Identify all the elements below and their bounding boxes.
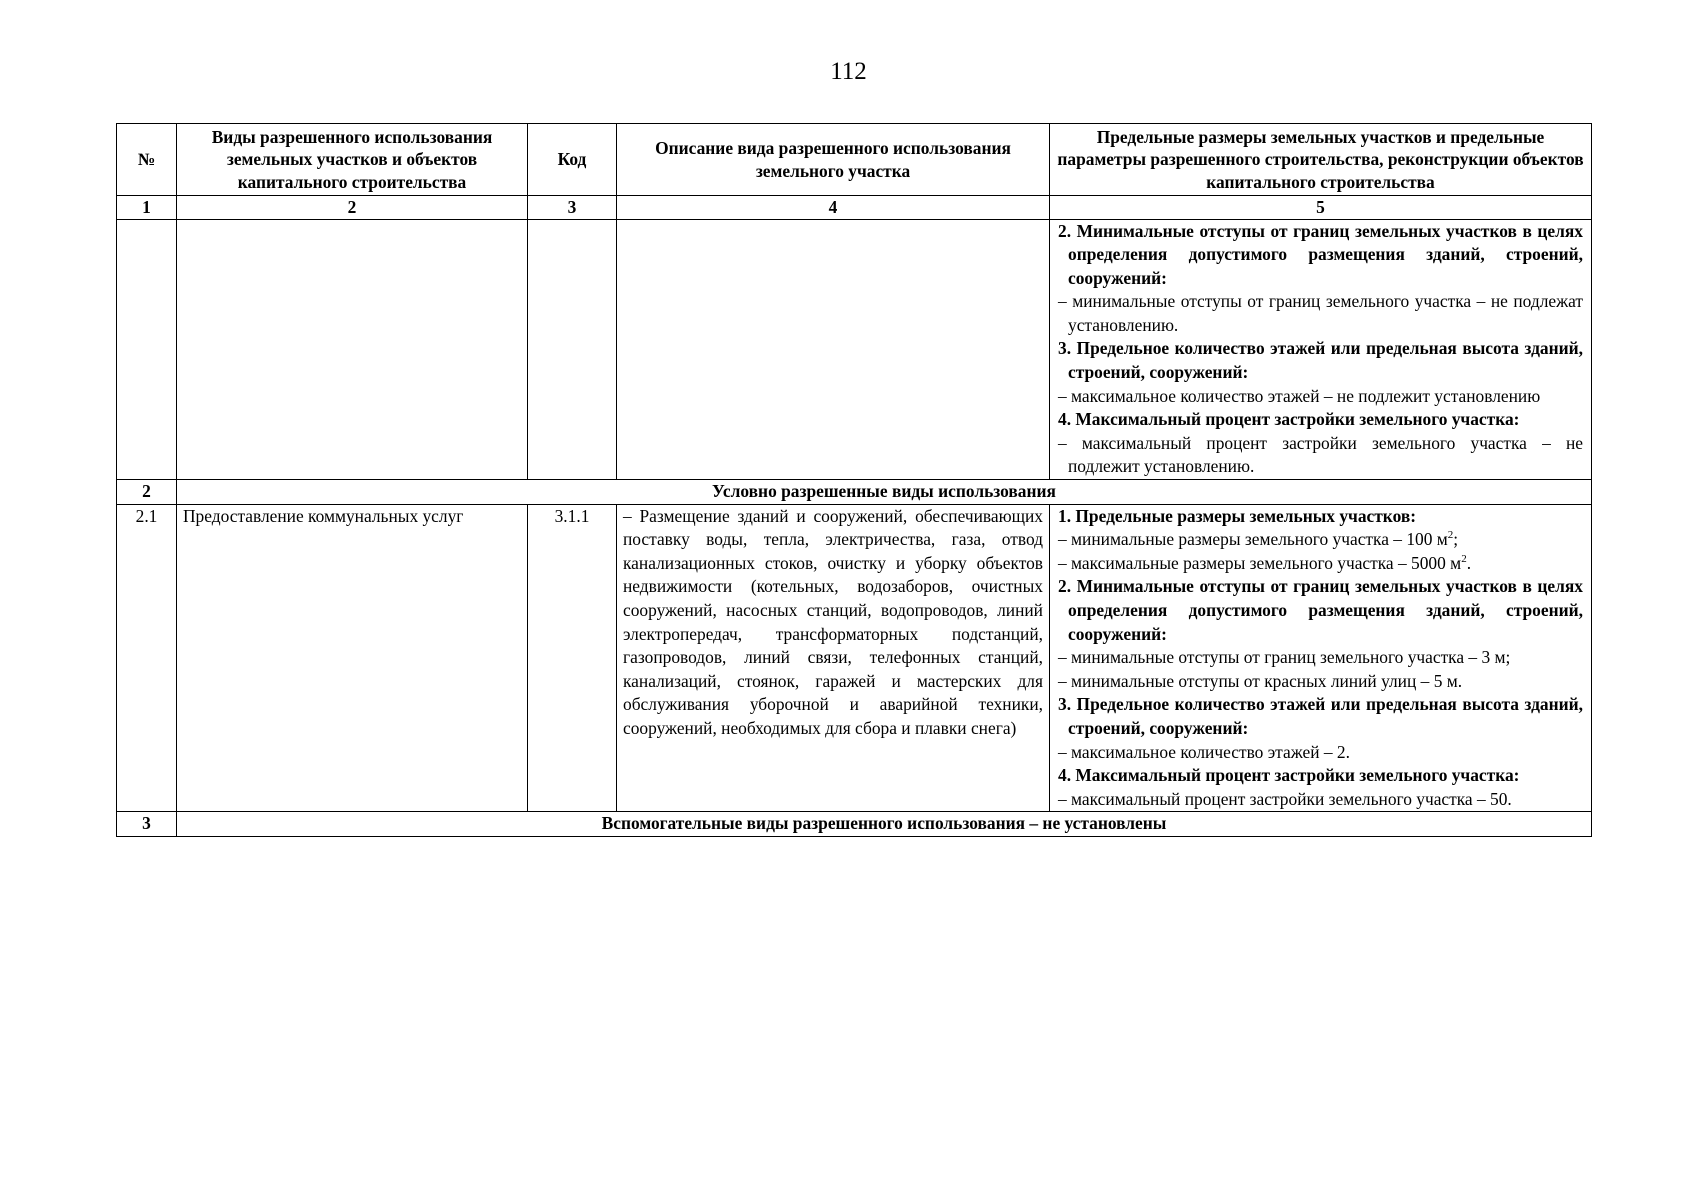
section-title: Условно разрешенные виды использования	[177, 480, 1592, 505]
column-numbers-row	[117, 196, 1592, 220]
section-row-auxiliary	[117, 812, 1592, 837]
param-item: – максимальный процент застройки земельного участка – 50.	[1058, 788, 1512, 809]
continuation-row	[117, 219, 1592, 480]
description-text: – Размещение зданий и сооружений, обеспечивающих поставку воды, тепла, электричества, газа, отвод канализационных стоков, очистку и уборку объектов недвижимости (котельных, водозаборов, очистных сооружений, насосных станций, водопроводов, линий электропередач, трансформаторных подстанций, газопроводов, линий связи, телефонных станций, канализаций, стоянок, гаражей и мастерских для обслуживания уборочной и аварийной техники, сооружений, необходимых для сбора и плавки снега)	[623, 505, 1043, 738]
header-description: Описание вида разрешенного использования земельного участка	[617, 124, 1050, 196]
use-type-description	[617, 504, 1050, 812]
column-number: 4	[617, 196, 1050, 220]
param-item: – максимальный процент застройки земельного участка – не подлежит установлению.	[1058, 432, 1583, 477]
use-type-code: 3.1.1	[528, 504, 617, 812]
continuation-parameters	[1050, 219, 1592, 480]
param-heading: 2. Минимальные отступы от границ земельных участков в целях определения допустимого размещения зданий, строений, сооружений:	[1058, 220, 1583, 288]
param-heading: 4. Максимальный процент застройки земельного участка:	[1058, 409, 1520, 430]
header-code: Код	[528, 124, 617, 196]
param-heading: 4. Максимальный процент застройки земельного участка:	[1058, 765, 1520, 786]
page-number: 112	[830, 58, 867, 85]
section-number: 3	[117, 812, 177, 837]
param-item: – минимальные отступы от границ земельного участка – 3 м;	[1058, 647, 1511, 668]
param-item: – минимальные отступы от границ земельного участка – не подлежат установлению.	[1058, 291, 1583, 335]
row-number: 2.1	[117, 504, 177, 812]
header-row	[117, 124, 1592, 196]
column-number: 2	[177, 196, 528, 220]
param-heading: 3. Предельное количество этажей или предельная высота зданий, строений, сооружений:	[1058, 338, 1583, 383]
header-number: №	[117, 124, 177, 196]
param-item: – максимальные размеры земельного участка – 5000 $м^2$.	[1058, 552, 1472, 573]
use-type-parameters	[1050, 504, 1592, 812]
permitted-use-table	[116, 123, 1592, 837]
param-heading: 2. Минимальные отступы от границ земельных участков в целях определения допустимого размещения зданий, строений, сооружений:	[1058, 576, 1583, 644]
param-item: – максимальное количество этажей – не подлежит установлению	[1058, 385, 1541, 406]
column-number: 1	[117, 196, 177, 220]
section-number: 2	[117, 480, 177, 505]
column-number: 3	[528, 196, 617, 220]
param-heading: 3. Предельное количество этажей или предельная высота зданий, строений, сооружений:	[1058, 694, 1583, 738]
param-heading: 1. Предельные размеры земельных участков:	[1058, 505, 1417, 526]
header-use-types: Виды разрешенного использования земельных участков и объектов капитального строительства	[177, 124, 528, 196]
table-row	[117, 504, 1592, 812]
header-parameters: Предельные размеры земельных участков и предельные параметры разрешенного строительства, реконструкции объектов капитального строительства	[1050, 124, 1592, 196]
param-item: – минимальные отступы от красных линий улиц – 5 м.	[1058, 670, 1463, 691]
param-item: – минимальные размеры земельного участка – 100 $м^2$;	[1058, 529, 1459, 550]
section-title: Вспомогательные виды разрешенного использования – не установлены	[177, 812, 1592, 837]
param-item: – максимальное количество этажей – 2.	[1058, 741, 1350, 762]
use-type-name: Предоставление коммунальных услуг	[177, 504, 528, 812]
section-row-conditional	[117, 480, 1592, 505]
column-number: 5	[1050, 196, 1592, 220]
